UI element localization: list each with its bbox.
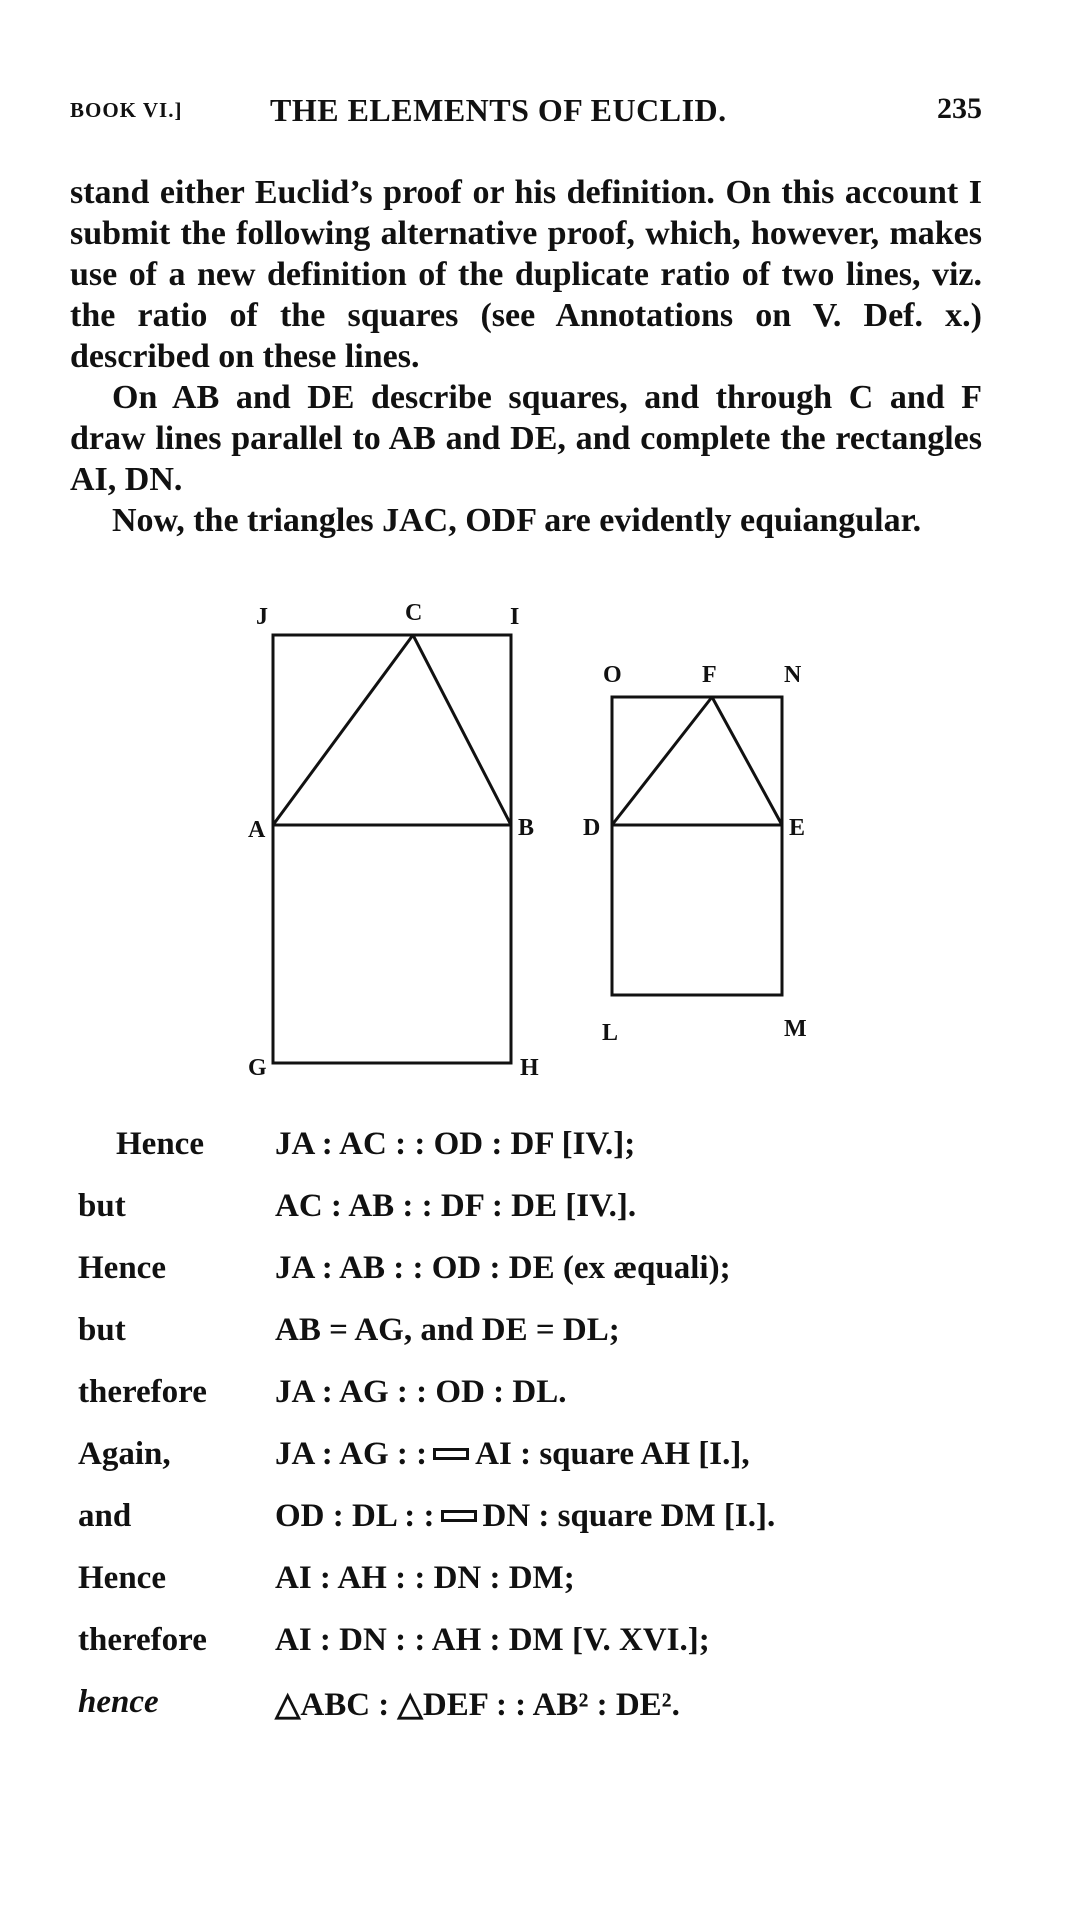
proof-row xyxy=(70,1560,970,1622)
proof-connective: Again, xyxy=(78,1436,171,1472)
proof-statement: JA : AC : : OD : DF [IV.]; xyxy=(275,1126,636,1162)
label-L: L xyxy=(602,1020,619,1046)
running-header xyxy=(70,92,982,132)
proof-connective: Hence xyxy=(78,1560,166,1596)
paragraph-3: Now, the triangles JAC, ODF are evidently equiangular. xyxy=(112,502,922,539)
proof-connective: but xyxy=(78,1312,126,1348)
label-G: G xyxy=(248,1055,267,1081)
proof-connective: Hence xyxy=(116,1126,204,1162)
line-FE xyxy=(712,697,782,825)
proof-connective: Hence xyxy=(78,1250,166,1286)
proof-row xyxy=(70,1312,970,1374)
label-J: J xyxy=(256,604,268,630)
label-D: D xyxy=(583,815,601,841)
label-F: F xyxy=(702,662,717,688)
proof-statement: AB = AG, and DE = DL; xyxy=(275,1312,620,1348)
proof-statement xyxy=(275,1436,750,1473)
line-DF xyxy=(612,697,712,825)
line-CB xyxy=(413,635,511,825)
page-number: 235 xyxy=(937,92,982,125)
label-N: N xyxy=(784,662,802,688)
proof-row xyxy=(70,1622,970,1684)
label-I: I xyxy=(510,604,520,630)
proof-row xyxy=(70,1250,970,1312)
label-O: O xyxy=(603,662,622,688)
line-AC xyxy=(273,635,413,825)
rectangle-icon xyxy=(433,1448,469,1460)
book-label: BOOK VI.] xyxy=(70,98,183,122)
proof-row xyxy=(70,1684,970,1746)
proof-steps xyxy=(70,1126,970,1746)
label-B: B xyxy=(518,815,535,841)
label-A: A xyxy=(248,817,266,843)
proof-connective: and xyxy=(78,1498,132,1534)
proof-row xyxy=(70,1374,970,1436)
paragraph-1: stand either Euclid’s proof or his definition. On this account I submit the following alternative proof, which, however, makes use of a new definition of the duplicate ratio of two lines, viz. the ratio of the squares (see Annotations on V. Def. x.) described on these lines. xyxy=(70,174,982,375)
proof-row xyxy=(70,1126,970,1188)
label-E: E xyxy=(789,815,806,841)
right-square-DM xyxy=(612,825,782,995)
body-text xyxy=(70,172,982,541)
proof-connective: but xyxy=(78,1188,126,1224)
proof-row xyxy=(70,1498,970,1560)
label-C: C xyxy=(405,600,423,626)
proof-connective: therefore xyxy=(78,1374,207,1410)
left-square-AH xyxy=(273,825,511,1063)
proof-connective: therefore xyxy=(78,1622,207,1658)
proof-statement-pre: OD : DL : : xyxy=(275,1498,435,1534)
paragraph-2: On AB and DE describe squares, and through C and F draw lines parallel to AB and DE, and complete the rectangles AI, DN. xyxy=(70,379,982,498)
geometric-figure xyxy=(0,590,1088,1090)
proof-connective: hence xyxy=(78,1684,159,1720)
proof-statement-pre: JA : AG : : xyxy=(275,1436,428,1472)
proof-row xyxy=(70,1436,970,1498)
proof-statement: AI : DN : : AH : DM [V. XVI.]; xyxy=(275,1622,710,1658)
proof-statement: AI : AH : : DN : DM; xyxy=(275,1560,575,1596)
rectangle-icon xyxy=(441,1510,477,1522)
proof-statement xyxy=(275,1498,775,1535)
proof-statement: JA : AB : : OD : DE (ex æquali); xyxy=(275,1250,731,1286)
label-H: H xyxy=(520,1055,539,1081)
proof-statement: JA : AG : : OD : DL. xyxy=(275,1374,567,1410)
proof-statement-post: AI : square AH [I.], xyxy=(475,1436,750,1472)
label-M: M xyxy=(784,1016,807,1042)
proof-statement: AC : AB : : DF : DE [IV.]. xyxy=(275,1188,637,1224)
proof-row xyxy=(70,1188,970,1250)
proof-statement: △ABC : △DEF : : AB² : DE². xyxy=(275,1687,680,1723)
proof-statement-post: DN : square DM [I.]. xyxy=(482,1498,776,1534)
book-title: THE ELEMENTS OF EUCLID. xyxy=(270,92,727,128)
